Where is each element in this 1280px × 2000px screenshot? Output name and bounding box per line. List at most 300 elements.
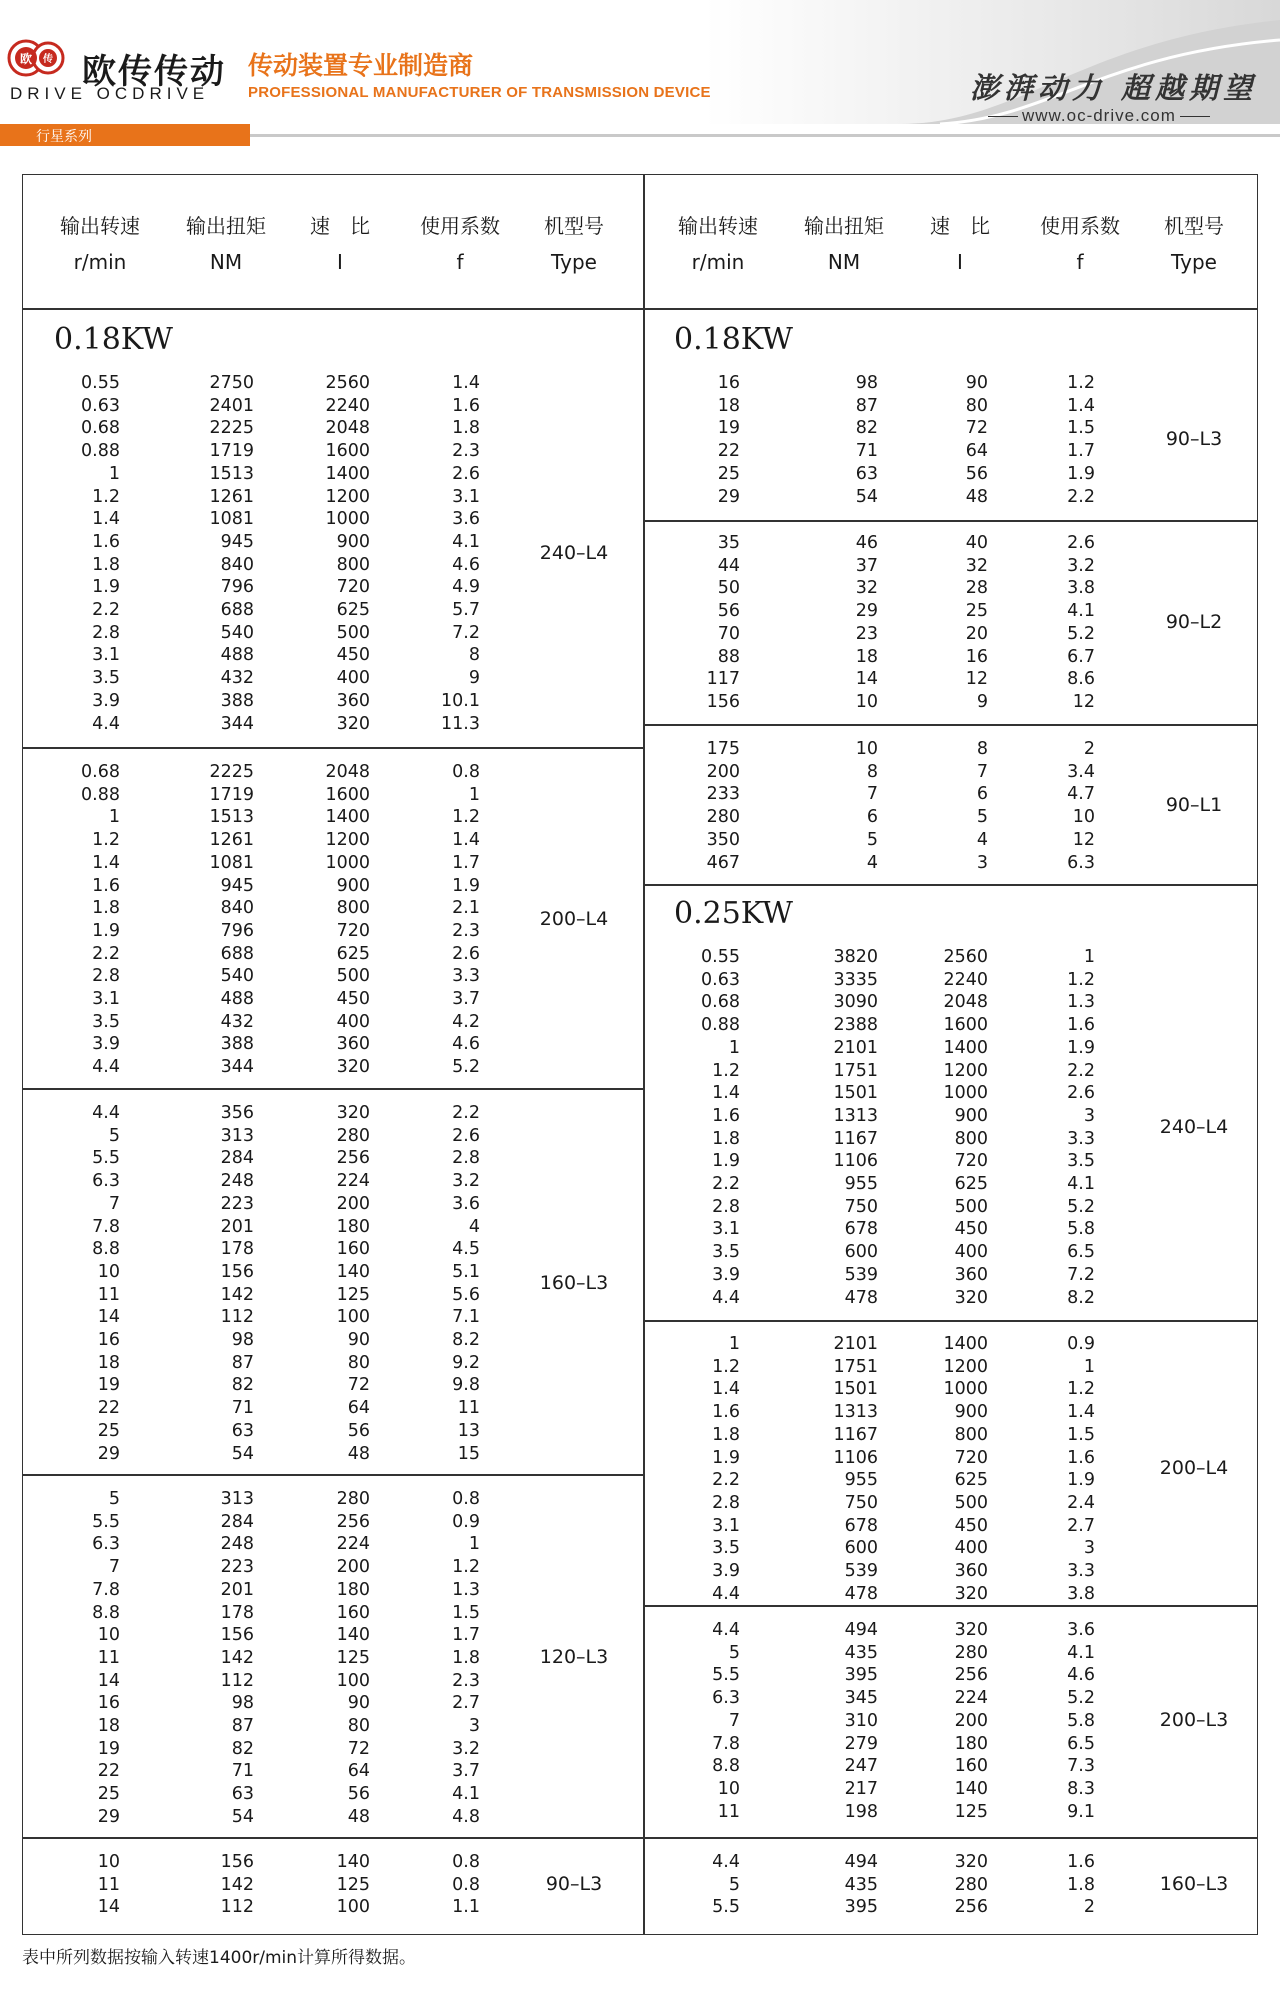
ratio-cell: 320 bbox=[336, 1103, 370, 1123]
factor-cell: 1.9 bbox=[1067, 1470, 1095, 1491]
torque-cell: 395 bbox=[844, 1897, 878, 1918]
torque-cell: 1167 bbox=[833, 1424, 878, 1445]
factor-cell: 1.7 bbox=[452, 852, 480, 873]
ratio-cell: 256 bbox=[954, 1665, 988, 1686]
ratio-cell: 500 bbox=[954, 1492, 988, 1513]
ratio-cell: 72 bbox=[965, 418, 988, 439]
torque-cell: 112 bbox=[220, 1670, 254, 1691]
table-row bbox=[0, 691, 1280, 714]
factor-cell: 2.2 bbox=[1067, 486, 1095, 507]
table-row bbox=[0, 1401, 1280, 1424]
torque-cell: 1106 bbox=[833, 1151, 878, 1172]
factor-cell: 8 bbox=[468, 645, 480, 666]
speed-cell: 2.8 bbox=[92, 966, 120, 987]
torque-cell: 796 bbox=[220, 920, 254, 941]
torque-cell: 432 bbox=[220, 668, 254, 689]
speed-cell: 4.4 bbox=[712, 1620, 740, 1640]
table-row bbox=[0, 1492, 1280, 1515]
factor-cell: 4.1 bbox=[1067, 1174, 1095, 1194]
torque-cell: 142 bbox=[220, 1874, 254, 1895]
torque-cell: 32 bbox=[855, 578, 878, 599]
slogan-cn: 传动装置专业制造商 bbox=[248, 51, 474, 80]
factor-cell: 2.2 bbox=[1067, 1060, 1095, 1081]
torque-cell: 8 bbox=[866, 761, 878, 782]
torque-cell: 313 bbox=[220, 1489, 254, 1509]
table-row bbox=[0, 440, 1280, 463]
speed-cell: 1.2 bbox=[712, 1060, 740, 1081]
speed-cell: 11 bbox=[97, 1284, 120, 1305]
column-header-torque: 输出扭矩 NM bbox=[804, 214, 884, 274]
speed-cell: 175 bbox=[706, 739, 740, 759]
factor-cell: 10 bbox=[1072, 807, 1095, 828]
table-row bbox=[0, 1560, 1280, 1583]
factor-cell: 1.2 bbox=[1067, 373, 1095, 393]
factor-cell: 7.3 bbox=[1067, 1756, 1095, 1777]
factor-cell: 1 bbox=[1083, 947, 1095, 967]
speed-cell: 18 bbox=[97, 1716, 120, 1736]
torque-cell: 796 bbox=[220, 577, 254, 598]
torque-cell: 3335 bbox=[833, 969, 878, 990]
speed-cell: 6.3 bbox=[92, 1534, 120, 1555]
torque-cell: 478 bbox=[844, 1583, 878, 1604]
table-row bbox=[0, 1150, 1280, 1173]
torque-cell: 1167 bbox=[833, 1128, 878, 1149]
factor-cell: 6.3 bbox=[1067, 852, 1095, 873]
speed-cell: 7 bbox=[728, 1710, 740, 1731]
speed-cell: 1.6 bbox=[92, 531, 120, 552]
table-row bbox=[0, 1082, 1280, 1105]
speed-cell: 4.4 bbox=[92, 1103, 120, 1123]
group-divider bbox=[643, 724, 1258, 726]
torque-cell: 313 bbox=[220, 1125, 254, 1146]
factor-cell: 5.2 bbox=[1067, 623, 1095, 644]
svg-text:欧: 欧 bbox=[19, 52, 33, 66]
speed-cell: 50 bbox=[717, 578, 740, 599]
torque-cell: 18 bbox=[855, 646, 878, 667]
ratio-cell: 64 bbox=[347, 1761, 370, 1782]
torque-cell: 112 bbox=[220, 1307, 254, 1328]
factor-cell: 0.9 bbox=[1067, 1334, 1095, 1354]
factor-cell: 2.1 bbox=[452, 898, 480, 919]
ratio-cell: 125 bbox=[336, 1284, 370, 1305]
ratio-cell: 1400 bbox=[943, 1037, 988, 1058]
speed-cell: 25 bbox=[97, 1420, 120, 1441]
ratio-cell: 32 bbox=[965, 555, 988, 576]
torque-cell: 2101 bbox=[833, 1334, 878, 1354]
torque-cell: 98 bbox=[231, 1330, 254, 1350]
factor-cell: 5.2 bbox=[452, 1057, 480, 1078]
ratio-cell: 450 bbox=[336, 645, 370, 666]
ratio-cell: 180 bbox=[336, 1579, 370, 1600]
torque-cell: 87 bbox=[231, 1716, 254, 1736]
torque-cell: 539 bbox=[844, 1264, 878, 1285]
ratio-cell: 1000 bbox=[943, 1379, 988, 1400]
speed-cell: 16 bbox=[717, 373, 740, 393]
speed-cell: 14 bbox=[97, 1670, 120, 1691]
series-label: 行星系列 bbox=[36, 129, 92, 145]
factor-cell: 15 bbox=[457, 1443, 480, 1464]
factor-cell: 3.2 bbox=[1067, 555, 1095, 576]
header-row-divider bbox=[22, 308, 1258, 310]
factor-cell: 1.2 bbox=[1067, 1379, 1095, 1400]
factor-cell: 2 bbox=[1083, 1897, 1095, 1918]
torque-cell: 388 bbox=[220, 690, 254, 711]
torque-cell: 395 bbox=[844, 1665, 878, 1686]
table-row bbox=[0, 1218, 1280, 1241]
factor-cell: 5.6 bbox=[452, 1284, 480, 1305]
ratio-cell: 720 bbox=[336, 577, 370, 598]
speed-cell: 29 bbox=[97, 1443, 120, 1464]
column-header-ratio: 速 比 I bbox=[930, 214, 990, 274]
ratio-cell: 320 bbox=[954, 1583, 988, 1604]
factor-cell: 4.6 bbox=[452, 554, 480, 575]
speed-cell: 5 bbox=[728, 1642, 740, 1663]
ratio-cell: 200 bbox=[336, 1557, 370, 1578]
factor-cell: 1.2 bbox=[1067, 969, 1095, 990]
ratio-cell: 1000 bbox=[325, 852, 370, 873]
torque-cell: 840 bbox=[220, 898, 254, 919]
table-row bbox=[0, 1306, 1280, 1329]
speed-cell: 3.5 bbox=[92, 668, 120, 689]
speed-cell: 5 bbox=[108, 1489, 120, 1509]
column-header-type: 机型号 Type bbox=[544, 214, 604, 274]
footnote: 表中所列数据按输入转速1400r/min计算所得数据。 bbox=[22, 1948, 417, 1968]
ratio-cell: 500 bbox=[336, 966, 370, 987]
factor-cell: 1.1 bbox=[452, 1897, 480, 1918]
factor-cell: 1 bbox=[1083, 1356, 1095, 1377]
table-row bbox=[0, 1687, 1280, 1710]
speed-cell: 467 bbox=[706, 852, 740, 873]
torque-cell: 750 bbox=[844, 1492, 878, 1513]
ratio-cell: 1200 bbox=[325, 830, 370, 851]
factor-cell: 1.3 bbox=[452, 1579, 480, 1600]
ratio-cell: 48 bbox=[347, 1806, 370, 1827]
torque-cell: 1751 bbox=[833, 1356, 878, 1377]
ratio-cell: 500 bbox=[336, 622, 370, 643]
torque-cell: 432 bbox=[220, 1011, 254, 1032]
factor-cell: 11.3 bbox=[441, 713, 480, 734]
torque-cell: 54 bbox=[231, 1806, 254, 1827]
column-header-torque: 输出扭矩 NM bbox=[186, 214, 266, 274]
ratio-cell: 256 bbox=[336, 1511, 370, 1532]
speed-cell: 1.4 bbox=[92, 509, 120, 530]
torque-cell: 540 bbox=[220, 622, 254, 643]
factor-cell: 0.8 bbox=[452, 1489, 480, 1509]
ratio-cell: 100 bbox=[336, 1307, 370, 1328]
speed-cell: 16 bbox=[97, 1693, 120, 1714]
ratio-cell: 56 bbox=[347, 1784, 370, 1805]
torque-cell: 217 bbox=[844, 1778, 878, 1799]
torque-cell: 344 bbox=[220, 713, 254, 734]
table-row bbox=[0, 1378, 1280, 1401]
ratio-cell: 90 bbox=[965, 373, 988, 393]
table-row bbox=[0, 920, 1280, 943]
ratio-cell: 720 bbox=[954, 1447, 988, 1468]
torque-cell: 178 bbox=[220, 1239, 254, 1260]
ratio-cell: 450 bbox=[336, 989, 370, 1009]
speed-cell: 7 bbox=[108, 1557, 120, 1578]
factor-cell: 7.2 bbox=[1067, 1264, 1095, 1285]
table-row bbox=[0, 646, 1280, 669]
ratio-cell: 28 bbox=[965, 578, 988, 599]
column-header-factor: 使用系数 f bbox=[420, 214, 500, 274]
torque-cell: 388 bbox=[220, 1034, 254, 1055]
table-row bbox=[0, 1105, 1280, 1128]
ratio-cell: 3 bbox=[976, 852, 988, 873]
speed-cell: 56 bbox=[717, 601, 740, 622]
torque-cell: 488 bbox=[220, 989, 254, 1009]
ratio-cell: 160 bbox=[336, 1239, 370, 1260]
speed-cell: 4.4 bbox=[712, 1852, 740, 1872]
factor-cell: 4.8 bbox=[452, 1806, 480, 1827]
factor-cell: 2.6 bbox=[452, 463, 480, 484]
table-row bbox=[0, 1241, 1280, 1264]
factor-cell: 8.2 bbox=[1067, 1287, 1095, 1308]
model-type-label: 160–L3 bbox=[539, 1271, 609, 1294]
ratio-cell: 48 bbox=[965, 486, 988, 507]
table-row bbox=[0, 1173, 1280, 1196]
speed-cell: 3.1 bbox=[712, 1219, 740, 1240]
factor-cell: 1.5 bbox=[452, 1602, 480, 1623]
factor-cell: 4.7 bbox=[1067, 784, 1095, 805]
speed-cell: 10 bbox=[97, 1625, 120, 1646]
model-type-label: 160–L3 bbox=[1159, 1873, 1229, 1896]
ratio-cell: 280 bbox=[336, 1489, 370, 1509]
power-heading: 0.18KW bbox=[674, 322, 793, 357]
ratio-cell: 72 bbox=[347, 1738, 370, 1759]
torque-cell: 539 bbox=[844, 1561, 878, 1581]
ratio-cell: 72 bbox=[347, 1375, 370, 1396]
speed-cell: 1.6 bbox=[712, 1402, 740, 1423]
ratio-cell: 8 bbox=[976, 739, 988, 759]
torque-cell: 7 bbox=[866, 784, 878, 805]
website-link[interactable]: www.oc-drive.com bbox=[984, 106, 1214, 126]
speed-cell: 0.88 bbox=[701, 1015, 740, 1036]
ratio-cell: 180 bbox=[954, 1733, 988, 1754]
speed-cell: 11 bbox=[717, 1801, 740, 1822]
factor-cell: 4.6 bbox=[452, 1034, 480, 1055]
torque-cell: 248 bbox=[220, 1171, 254, 1192]
factor-cell: 1.4 bbox=[1067, 395, 1095, 416]
factor-cell: 1.7 bbox=[1067, 441, 1095, 462]
speed-cell: 2.8 bbox=[712, 1196, 740, 1217]
speed-cell: 1.9 bbox=[92, 920, 120, 941]
torque-cell: 494 bbox=[844, 1620, 878, 1640]
factor-cell: 3.1 bbox=[452, 486, 480, 507]
speed-cell: 6.3 bbox=[712, 1688, 740, 1709]
factor-cell: 1.6 bbox=[1067, 1447, 1095, 1468]
ratio-cell: 900 bbox=[954, 1105, 988, 1126]
model-type-label: 90–L2 bbox=[1165, 610, 1223, 633]
speed-cell: 1 bbox=[108, 463, 120, 484]
speed-cell: 3.5 bbox=[712, 1242, 740, 1263]
speed-cell: 14 bbox=[97, 1307, 120, 1328]
speed-cell: 19 bbox=[97, 1738, 120, 1759]
speed-cell: 200 bbox=[706, 761, 740, 782]
torque-cell: 201 bbox=[220, 1216, 254, 1237]
speed-cell: 1.2 bbox=[92, 830, 120, 851]
factor-cell: 1 bbox=[468, 1534, 480, 1555]
header-divider bbox=[250, 134, 1280, 137]
torque-cell: 37 bbox=[855, 555, 878, 576]
speed-cell: 3.9 bbox=[92, 690, 120, 711]
torque-cell: 678 bbox=[844, 1219, 878, 1240]
factor-cell: 3.2 bbox=[452, 1738, 480, 1759]
factor-cell: 3.3 bbox=[452, 966, 480, 987]
ratio-cell: 80 bbox=[965, 395, 988, 416]
table-row bbox=[0, 946, 1280, 969]
table-row bbox=[0, 829, 1280, 852]
factor-cell: 0.9 bbox=[452, 1511, 480, 1532]
torque-cell: 54 bbox=[231, 1443, 254, 1464]
speed-cell: 1 bbox=[728, 1334, 740, 1354]
factor-cell: 0.8 bbox=[452, 1874, 480, 1895]
speed-cell: 3.5 bbox=[712, 1538, 740, 1559]
factor-cell: 5.2 bbox=[1067, 1196, 1095, 1217]
speed-cell: 1.2 bbox=[92, 486, 120, 507]
table-row bbox=[0, 668, 1280, 691]
table-row bbox=[0, 1014, 1280, 1037]
ratio-cell: 1200 bbox=[943, 1356, 988, 1377]
group-divider bbox=[643, 520, 1258, 522]
table-row bbox=[0, 1851, 1280, 1874]
ratio-cell: 140 bbox=[954, 1778, 988, 1799]
torque-cell: 4 bbox=[866, 852, 878, 873]
power-heading: 0.18KW bbox=[54, 322, 173, 357]
factor-cell: 3.2 bbox=[452, 1171, 480, 1192]
torque-cell: 63 bbox=[231, 1420, 254, 1441]
model-type-label: 200–L3 bbox=[1159, 1709, 1229, 1732]
torque-cell: 82 bbox=[231, 1738, 254, 1759]
torque-cell: 3820 bbox=[833, 947, 878, 967]
torque-cell: 435 bbox=[844, 1642, 878, 1663]
factor-cell: 8.6 bbox=[1067, 669, 1095, 690]
ratio-cell: 360 bbox=[954, 1561, 988, 1581]
torque-cell: 82 bbox=[231, 1375, 254, 1396]
speed-cell: 1.9 bbox=[92, 577, 120, 598]
speed-cell: 2.2 bbox=[712, 1470, 740, 1491]
torque-cell: 1261 bbox=[209, 486, 254, 507]
model-type-label: 240–L4 bbox=[539, 541, 609, 564]
speed-cell: 5 bbox=[728, 1874, 740, 1895]
factor-cell: 2.6 bbox=[452, 1125, 480, 1146]
ratio-cell: 200 bbox=[336, 1193, 370, 1214]
ratio-cell: 450 bbox=[954, 1515, 988, 1536]
factor-cell: 4.1 bbox=[452, 531, 480, 552]
torque-cell: 87 bbox=[231, 1352, 254, 1373]
torque-cell: 955 bbox=[844, 1470, 878, 1491]
speed-cell: 18 bbox=[97, 1352, 120, 1373]
speed-cell: 156 bbox=[706, 691, 740, 712]
ratio-cell: 224 bbox=[336, 1171, 370, 1192]
speed-cell: 22 bbox=[97, 1398, 120, 1419]
torque-cell: 248 bbox=[220, 1534, 254, 1555]
ratio-cell: 64 bbox=[965, 441, 988, 462]
table-row bbox=[0, 1196, 1280, 1219]
ratio-cell: 1600 bbox=[325, 441, 370, 462]
factor-cell: 12 bbox=[1072, 691, 1095, 712]
factor-cell: 3.6 bbox=[1067, 1620, 1095, 1640]
table-row bbox=[0, 417, 1280, 440]
ratio-cell: 320 bbox=[954, 1287, 988, 1308]
group-divider bbox=[643, 1605, 1258, 1607]
torque-cell: 345 bbox=[844, 1688, 878, 1709]
speed-cell: 7 bbox=[108, 1193, 120, 1214]
ratio-cell: 90 bbox=[347, 1693, 370, 1714]
ratio-cell: 140 bbox=[336, 1625, 370, 1646]
factor-cell: 1.4 bbox=[1067, 1402, 1095, 1423]
speed-cell: 29 bbox=[717, 486, 740, 507]
ratio-cell: 625 bbox=[336, 600, 370, 620]
torque-cell: 71 bbox=[231, 1761, 254, 1782]
ratio-cell: 256 bbox=[954, 1897, 988, 1918]
factor-cell: 1.6 bbox=[1067, 1852, 1095, 1872]
factor-cell: 1.8 bbox=[1067, 1874, 1095, 1895]
factor-cell: 2.8 bbox=[452, 1148, 480, 1169]
ratio-cell: 320 bbox=[336, 713, 370, 734]
ratio-cell: 800 bbox=[954, 1424, 988, 1445]
speed-cell: 3.1 bbox=[92, 645, 120, 666]
torque-cell: 840 bbox=[220, 554, 254, 575]
ratio-cell: 100 bbox=[336, 1897, 370, 1918]
speed-cell: 22 bbox=[97, 1761, 120, 1782]
table-row bbox=[0, 1801, 1280, 1824]
speed-cell: 6.3 bbox=[92, 1171, 120, 1192]
torque-cell: 1313 bbox=[833, 1105, 878, 1126]
speed-cell: 10 bbox=[717, 1778, 740, 1799]
table-row bbox=[0, 738, 1280, 761]
torque-cell: 71 bbox=[855, 441, 878, 462]
factor-cell: 4.1 bbox=[1067, 1642, 1095, 1663]
ratio-cell: 1000 bbox=[943, 1083, 988, 1104]
speed-cell: 1.4 bbox=[92, 852, 120, 873]
factor-cell: 1.9 bbox=[1067, 463, 1095, 484]
table-row bbox=[0, 600, 1280, 623]
ratio-cell: 2560 bbox=[943, 947, 988, 967]
speed-cell: 5 bbox=[108, 1125, 120, 1146]
speed-cell: 0.68 bbox=[701, 992, 740, 1013]
torque-cell: 14 bbox=[855, 669, 878, 690]
factor-cell: 3.6 bbox=[452, 1193, 480, 1214]
torque-cell: 1501 bbox=[833, 1379, 878, 1400]
ratio-cell: 800 bbox=[954, 1128, 988, 1149]
torque-cell: 87 bbox=[855, 395, 878, 416]
torque-cell: 600 bbox=[844, 1242, 878, 1263]
factor-cell: 4.2 bbox=[452, 1011, 480, 1032]
ratio-cell: 2240 bbox=[325, 395, 370, 416]
table-row bbox=[0, 532, 1280, 555]
speed-cell: 5.5 bbox=[712, 1897, 740, 1918]
speed-cell: 1.6 bbox=[92, 875, 120, 896]
torque-cell: 142 bbox=[220, 1284, 254, 1305]
speed-cell: 233 bbox=[706, 784, 740, 805]
table-row bbox=[0, 1664, 1280, 1687]
ratio-cell: 160 bbox=[336, 1602, 370, 1623]
speed-cell: 4.4 bbox=[92, 1057, 120, 1078]
speed-cell: 44 bbox=[717, 555, 740, 576]
speed-cell: 0.55 bbox=[81, 373, 120, 393]
speed-cell: 2.2 bbox=[712, 1174, 740, 1194]
torque-cell: 1313 bbox=[833, 1402, 878, 1423]
torque-cell: 284 bbox=[220, 1511, 254, 1532]
factor-cell: 0.8 bbox=[452, 762, 480, 782]
factor-cell: 1.9 bbox=[1067, 1037, 1095, 1058]
ratio-cell: 2240 bbox=[943, 969, 988, 990]
speed-cell: 4.4 bbox=[712, 1583, 740, 1604]
table-row bbox=[0, 1874, 1280, 1897]
table-row bbox=[0, 1356, 1280, 1379]
ratio-cell: 450 bbox=[954, 1219, 988, 1240]
